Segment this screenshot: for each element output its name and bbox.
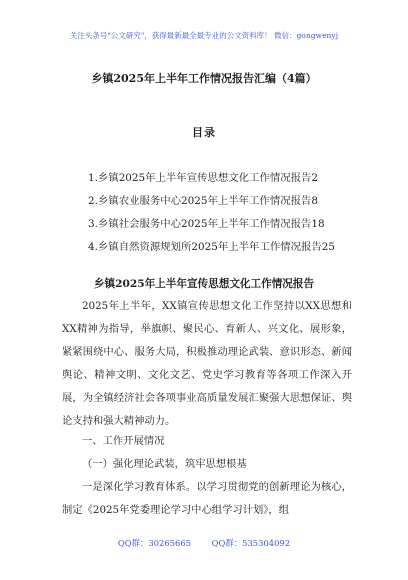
toc-item-1[interactable]: 1.乡镇2025年上半年宣传思想文化工作情况报告2 [88, 172, 318, 184]
footer-contact [0, 537, 408, 549]
footer-qq-group-1: QQ群：30265665 [117, 538, 191, 548]
toc-item-2[interactable]: 2.乡镇农业服务中心2025年上半年工作情况报告8 [88, 195, 318, 207]
section-title: 乡镇2025年上半年宣传思想文化工作情况报告 [93, 278, 315, 290]
toc-item-3[interactable]: 3.乡镇社会服务中心2025年上半年工作情况报告18 [88, 218, 325, 230]
table-of-contents [88, 167, 388, 259]
header-promo-note: 关注头条号"公文研究"，获得最新最全最专业的公文资料库！ 微信：gongwenyj [69, 31, 339, 40]
section-subheading-1: （一）强化理论武装，筑牢思想根基 [82, 458, 247, 470]
section-paragraph-1: 2025年上半年，XX镇宣传思想文化工作坚持以XX思想和XX精神为指导，举旗帜、聚民心、育新人、兴文化、展形象，紧紧围绕中心、服务大局，积极推动理论武装、意识形态、新闻舆论、精神文明、文化文艺、党史学习教育等各项工作深入开展，为全镇经济社会各项事业高质量发展汇聚强大思想保证、舆论支持和强大精神动力。 [62, 300, 352, 427]
toc-item-4[interactable]: 4.乡镇自然资源规划所2025年上半年工作情况报告25 [88, 241, 335, 253]
section-paragraph-2: 一是深化学习教育体系。以学习贯彻党的创新理论为核心，制定《2025年党委理论学习中心组学习计划》，组 [62, 481, 352, 516]
section-heading-1: 一、工作开展情况 [82, 435, 165, 447]
footer-qq-group-2: QQ群：535304092 [211, 538, 291, 548]
document-title: 乡镇2025年上半年工作情况报告汇编（4篇） [91, 72, 317, 85]
toc-heading: 目录 [192, 126, 216, 139]
